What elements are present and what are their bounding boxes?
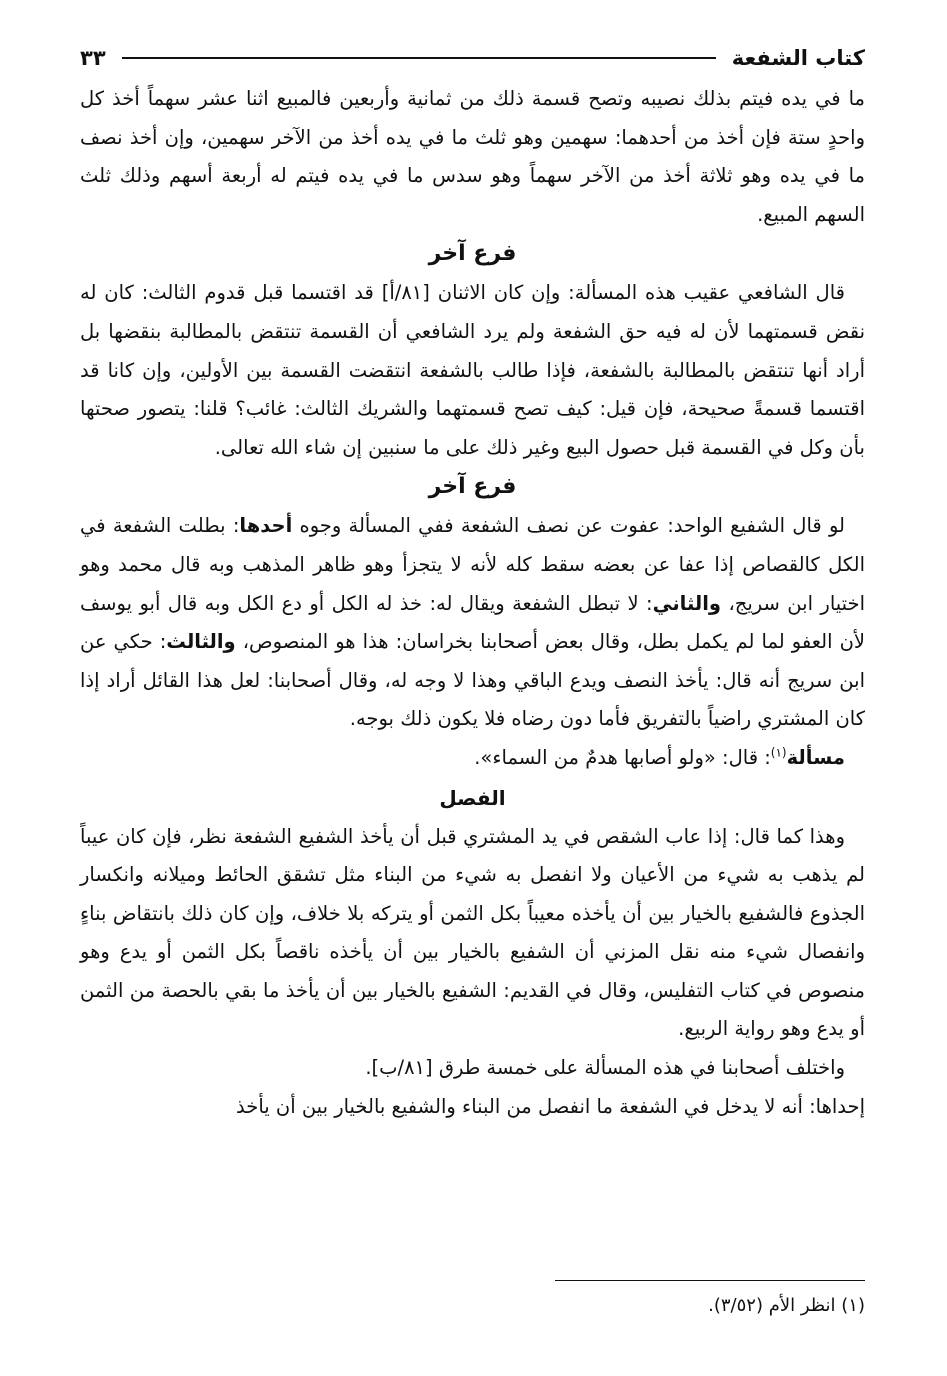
keyword-third: والثالث bbox=[166, 630, 236, 654]
paragraph-3-part-b: : بطلت الشفعة في الكل كالقصاص إذا عفا عن بعضه سقط كله لأنه لا يتجزأ وهو ظاهر المذهب وبه قال محمد وهو اختيار ابن سريج، bbox=[80, 514, 866, 615]
paragraph-6: واختلف أصحابنا في هذه المسألة على خمسة طرق [٨١/ب]. bbox=[365, 1056, 845, 1080]
footnote-reference[interactable]: (١) bbox=[770, 745, 787, 760]
paragraph-3-part-d: : حكي عن ابن سريج أنه قال: يأخذ النصف ويدع الباقي وهذا لا وجه له، وقال أصحابنا: لعل هذا القائل أراد إذا كان المشتري راضياً بالتفريق فأما دون رضاه فلا يكون ذلك بوجه. bbox=[80, 630, 865, 731]
section-heading-2: فرع آخر bbox=[428, 474, 517, 500]
body-text bbox=[80, 80, 865, 1126]
book-title: كتاب الشفعة bbox=[731, 46, 865, 70]
keyword-first: أحدها bbox=[239, 514, 293, 538]
masala-keyword: مسألة bbox=[786, 745, 845, 769]
footnote: (١) انظر الأم (٣/٥٢). bbox=[708, 1295, 865, 1316]
paragraph-4 bbox=[80, 739, 865, 778]
page-number: ٣٣ bbox=[80, 46, 106, 70]
paragraph-7: إحداها: أنه لا يدخل في الشفعة ما انفصل من البناء والشفيع بالخيار بين أن يأخذ bbox=[236, 1094, 865, 1118]
paragraph-4-rest: : قال: «ولو أصابها هدمٌ من السماء». bbox=[474, 745, 771, 769]
paragraph-2: قال الشافعي عقيب هذه المسألة: وإن كان الاثنان [٨١/أ] قد اقتسما قبل قدوم الثالث: كان له نقض قسمتهما لأن له فيه حق الشفعة ولم يرد الشافعي أن القسمة تنتقض بالمطالبة بنقضها بل أراد أنها تنتقض بالمطالبة بالشفعة، فإذا طالب بالشفعة انتقضت القسمة بين الأولين، وإن كانا قد اقتسما قسمةً صحيحة، فإن قيل: كيف تصح قسمتهما والشريك الثالث: غائب؟ قلنا: يتصور صحتها بأن وكل في القسمة قبل حصول البيع وغير ذلك على ما سنبين إن شاء الله تعالى. bbox=[80, 281, 865, 459]
keyword-second: والثاني bbox=[652, 591, 722, 615]
running-header bbox=[80, 38, 865, 78]
paragraph-3-part-c: : لا تبطل الشفعة ويقال له: خذ له الكل أو دع الكل وبه قال أبو يوسف لأن العفو لما لم يكمل بطل، وقال بعض أصحابنا بخراسان: هذا هو المنصوص، bbox=[80, 591, 866, 654]
section-heading-3: الفصل bbox=[439, 785, 506, 810]
header-rule bbox=[122, 57, 716, 59]
section-heading-1: فرع آخر bbox=[428, 241, 517, 267]
book-page bbox=[80, 38, 865, 1368]
paragraph-3 bbox=[80, 507, 865, 739]
footnote-rule bbox=[555, 1280, 865, 1281]
paragraph-3-part-a: لو قال الشفيع الواحد: عفوت عن نصف الشفعة ففي المسألة وجوه bbox=[299, 514, 845, 538]
paragraph-5: وهذا كما قال: إذا عاب الشقص في يد المشتري قبل أن يأخذ الشفيع الشفعة نظر، فإن كان عيباً لم يذهب به شيء من الأعيان ولا انفصل به شيء من البناء مثل تشقق الحائط وميلانه وانكسار الجذوع فالشفيع بالخيار بين أن يأخذه معيباً بكل الثمن أو يتركه بلا خلاف، وإن كان ذلك بانتقاض بناءٍ وانفصال شيء منه نقل المزني أن الشفيع بالخيار بين أن يأخذه ناقصاً بكل الثمن أو يدع وهو منصوص في كتاب التفليس، وقال في القديم: الشفيع بالخيار بين أن يأخذ ما بقي بالحصة من الثمن أو يدع وهو رواية الربيع. bbox=[80, 824, 865, 1041]
paragraph-1: ما في يده فيتم بذلك نصيبه وتصح قسمة ذلك من ثمانية وأربعين فالمبيع اثنا عشر سهماً أخذ كل واحدٍ ستة فإن أخذ من أحدهما: سهمين وهو ثلث ما في يده أخذ من الآخر سهمين، وإن أخذ نصف ما في يده وهو ثلاثة أخذ من الآخر سهماً وهو سدس ما في يده فيتم له أربعة أسهم وذلك ثلث السهم المبيع. bbox=[80, 87, 865, 226]
